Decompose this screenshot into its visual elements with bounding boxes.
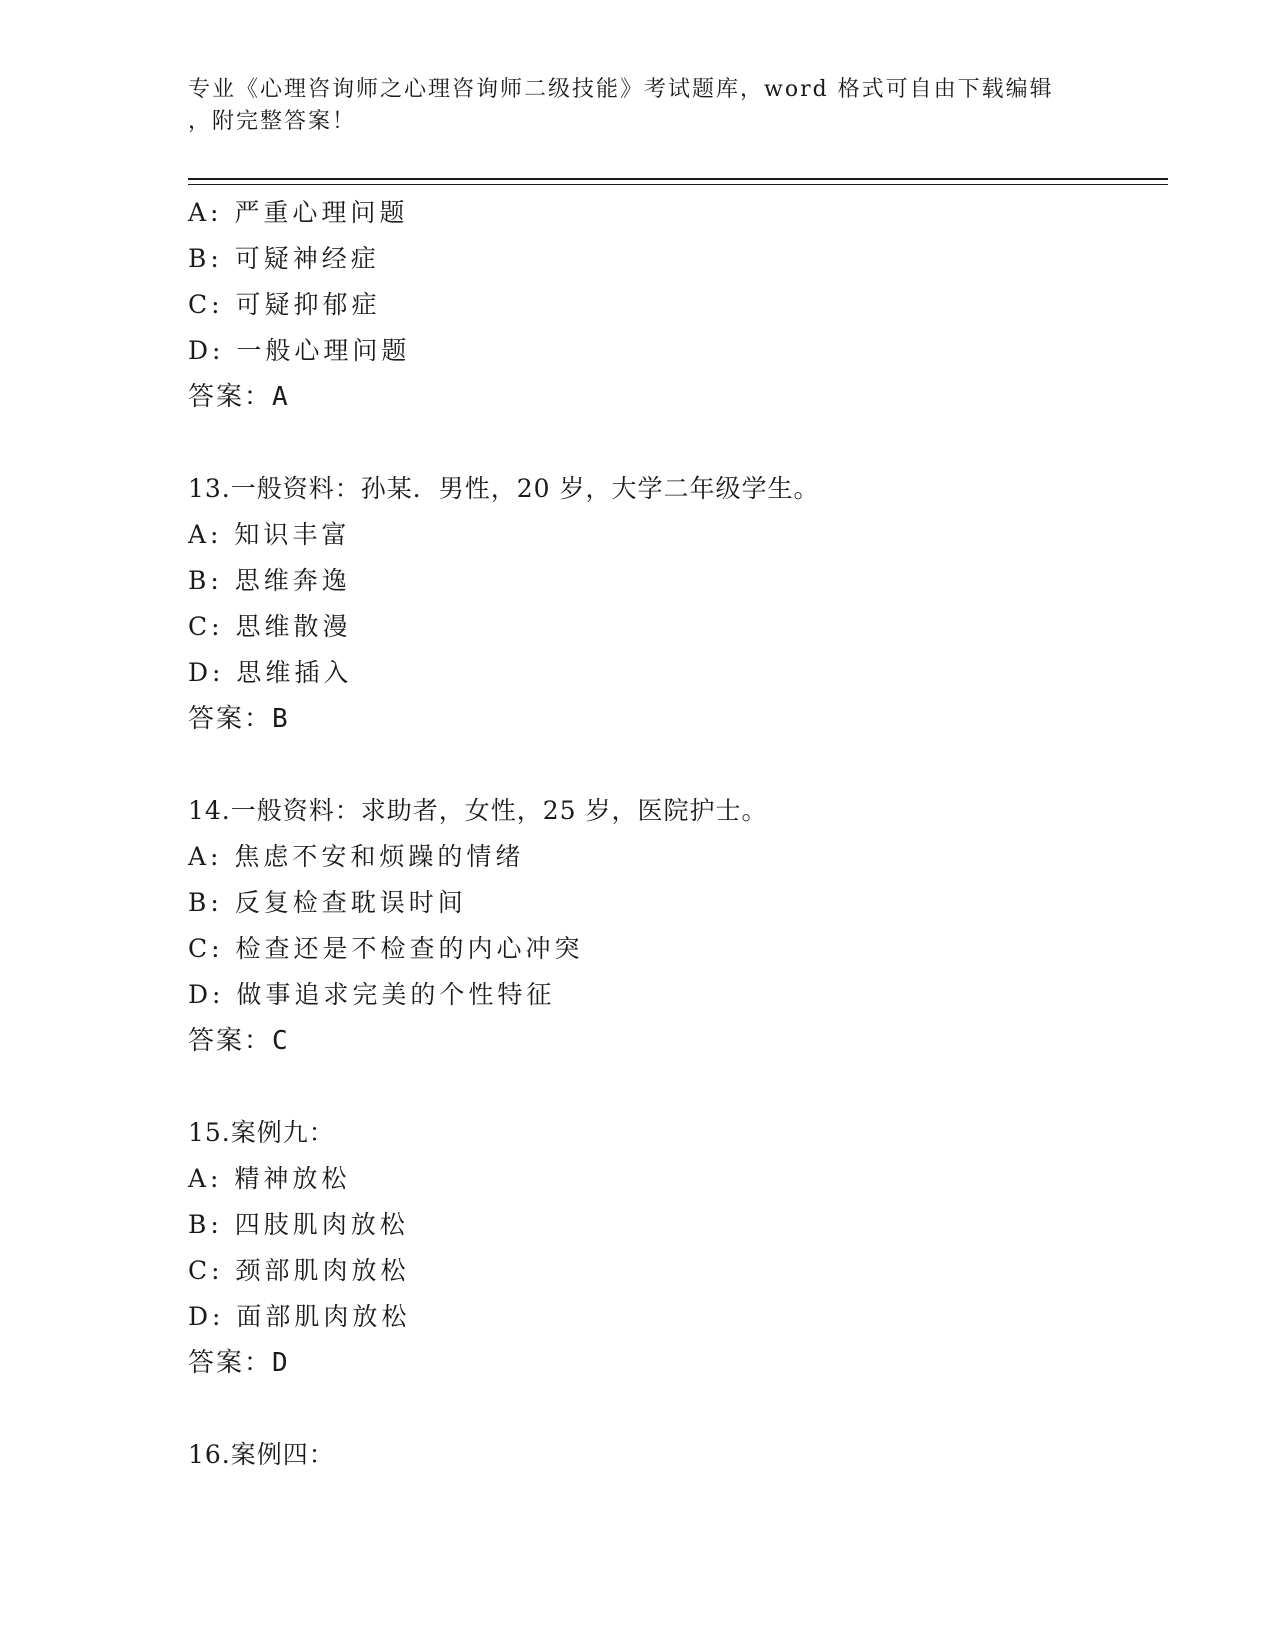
option-a: A: 知识丰富: [188, 520, 351, 549]
document-header: [188, 74, 1068, 138]
answer-label: 答案：: [188, 1026, 273, 1056]
option-d: D: 做事追求完美的个性特征: [188, 980, 556, 1009]
answer-value: D: [272, 1348, 290, 1378]
option-c: C: 思维散漫: [188, 612, 352, 641]
header-title-line-2: ，附完整答案！: [188, 109, 357, 134]
question-16: [188, 1432, 1168, 1478]
option-b: B: 四肢肌肉放松: [188, 1210, 409, 1239]
question-stem: 16.案例四：: [188, 1440, 335, 1469]
option-c: C: 颈部肌肉放松: [188, 1256, 410, 1285]
answer-value: B: [272, 704, 290, 734]
option-b: B: 可疑神经症: [188, 244, 380, 273]
question-13: [188, 466, 1168, 742]
option-a: A: 焦虑不安和烦躁的情绪: [188, 842, 525, 871]
question-14: [188, 788, 1168, 1064]
answer-line: [188, 374, 1168, 420]
option-c: C: 检查还是不检查的内心冲突: [188, 934, 584, 963]
question-stem: 13.一般资料：孙某．男性，20 岁，大学二年级学生。: [188, 474, 820, 503]
header-divider-thin: [188, 184, 1168, 185]
question-stem: 14.一般资料：求助者，女性，25 岁，医院护士。: [188, 796, 768, 825]
answer-value: C: [272, 1026, 290, 1056]
answer-value: A: [272, 382, 290, 412]
spacer: [188, 1064, 1168, 1110]
header-divider-thick: [188, 178, 1168, 180]
option-d: D: 一般心理问题: [188, 336, 411, 365]
option-a: A: 严重心理问题: [188, 198, 409, 227]
answer-label: 答案：: [188, 1348, 273, 1378]
option-d: D: 思维插入: [188, 658, 353, 687]
answer-label: 答案：: [188, 704, 273, 734]
answer-label: 答案：: [188, 382, 273, 412]
option-d: D: 面部肌肉放松: [188, 1302, 411, 1331]
answer-line: [188, 1340, 1168, 1386]
header-title-line-1: 专业《心理咨询师之心理咨询师二级技能》考试题库，word 格式可自由下载编辑: [188, 77, 1054, 102]
option-b: B: 思维奔逸: [188, 566, 351, 595]
option-a: A: 精神放松: [188, 1164, 351, 1193]
answer-line: [188, 696, 1168, 742]
question-15: [188, 1110, 1168, 1386]
spacer: [188, 742, 1168, 788]
answer-line: [188, 1018, 1168, 1064]
question-list: [188, 190, 1168, 1478]
question-stem: 15.案例九：: [188, 1118, 335, 1147]
question-12-tail: [188, 190, 1168, 420]
option-b: B: 反复检查耽误时间: [188, 888, 467, 917]
spacer: [188, 420, 1168, 466]
spacer: [188, 1386, 1168, 1432]
option-c: C: 可疑抑郁症: [188, 290, 381, 319]
